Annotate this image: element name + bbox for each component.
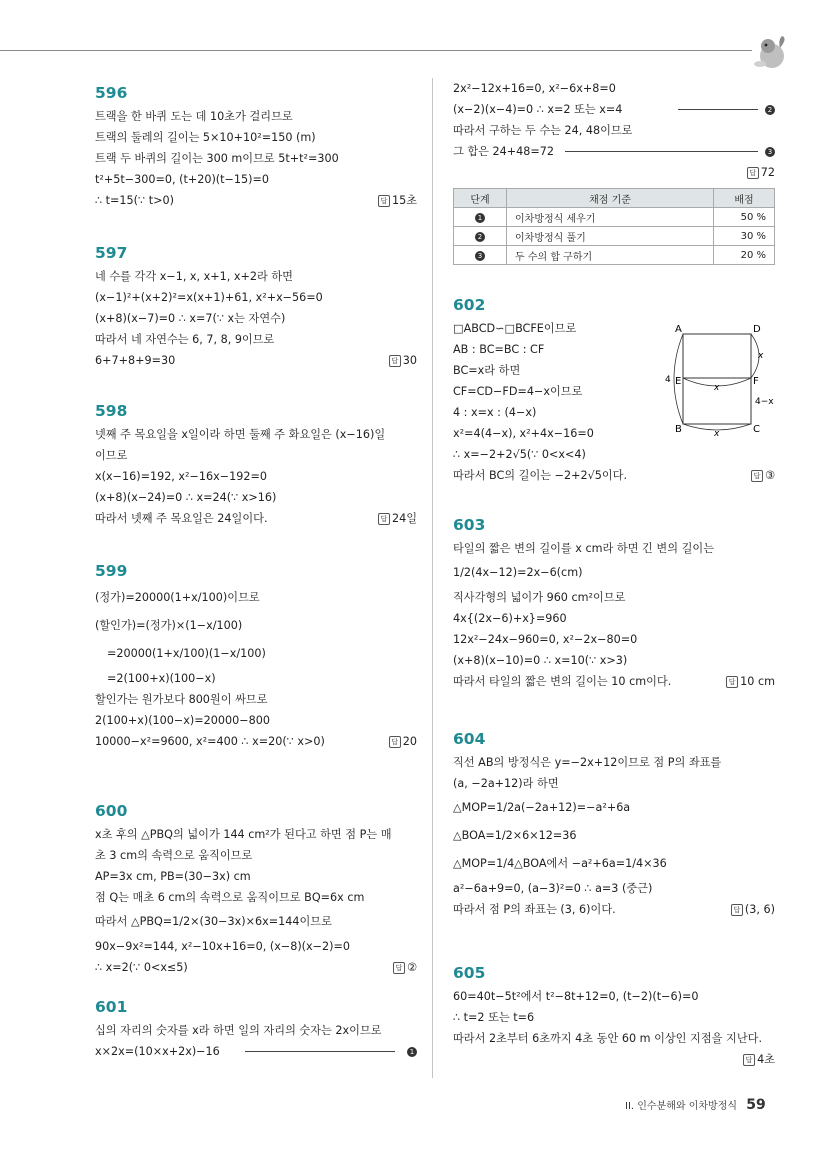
label-x-bc: x <box>714 429 720 439</box>
answer-icon: 답 <box>743 1054 755 1066</box>
solution-line: 할인가는 원가보다 800원이 싸므로 <box>95 693 268 706</box>
solution-text: 따라서 타일의 짧은 변의 길이는 10 cm이다. <box>453 675 672 688</box>
answer-icon: 답 <box>731 904 743 916</box>
step-cell <box>454 208 507 227</box>
answer-icon: 답 <box>747 167 759 179</box>
solution-line: 4x{(2x−6)+x}=960 <box>453 612 567 625</box>
step-marker: 1 <box>475 213 485 223</box>
problem-number: 605 <box>453 964 486 982</box>
answer-text: ② <box>406 961 417 974</box>
solution-text: 따라서 넷째 주 목요일은 24일이다. <box>95 512 268 525</box>
problem-number: 604 <box>453 730 486 748</box>
criteria-cell: 이차방정식 세우기 <box>507 208 714 227</box>
answer <box>751 465 775 486</box>
solution-line: (정가)=20000(1+x/100)이므로 <box>95 591 260 604</box>
solution-line: 십의 자리의 숫자를 x라 하면 일의 자리의 숫자는 2x이므로 <box>95 1024 382 1037</box>
step-cell <box>454 227 507 246</box>
step-marker: 3 <box>475 251 485 261</box>
solution-line: x²=4(4−x), x²+4x−16=0 <box>453 427 594 440</box>
leader-line <box>678 109 758 110</box>
answer-text: 10 cm <box>740 675 775 688</box>
solution-line: ∴ t=2 또는 t=6 <box>453 1011 535 1024</box>
answer-icon: 답 <box>378 195 390 207</box>
solution-line: 트랙 두 바퀴의 길이는 300 m이므로 5t+t²=300 <box>95 152 339 165</box>
header-criteria: 채점 기준 <box>507 189 714 208</box>
points-cell: 30 % <box>714 227 775 246</box>
step-marker: 1 <box>407 1047 417 1057</box>
step-cell <box>454 246 507 265</box>
solution-line: =2(100+x)(100−x) <box>107 672 216 685</box>
solution-line: □ABCD∽□BCFE이므로 <box>453 322 577 335</box>
solution-text: ∴ t=15(∵ t>0) <box>95 194 174 207</box>
solution-text: 그 합은 24+48=72 <box>453 145 554 158</box>
label-x-df: x <box>758 351 764 361</box>
step-marker: 2 <box>765 105 775 115</box>
problem-597 <box>95 244 417 371</box>
mascot-icon <box>748 34 788 72</box>
answer <box>726 671 775 692</box>
solution-line: 12x²−24x−960=0, x²−2x−80=0 <box>453 633 638 646</box>
answer-icon: 답 <box>389 355 401 367</box>
answer-icon: 답 <box>389 736 401 748</box>
solution-line: 60=40t−5t²에서 t²−8t+12=0, (t−2)(t−6)=0 <box>453 990 699 1003</box>
solution-line: 트랙의 둘레의 길이는 5×10+10²=150 (m) <box>95 131 316 144</box>
solution-text: x×2x=(10×x+2x)−16 <box>95 1045 220 1058</box>
solution-line <box>453 1049 775 1070</box>
solution-line <box>95 957 417 978</box>
solution-line: 2x²−12x+16=0, x²−6x+8=0 <box>453 82 616 95</box>
answer <box>389 350 417 371</box>
problem-number: 596 <box>95 84 128 102</box>
column-divider <box>432 78 433 1078</box>
solution-line: 4 : x=x : (4−x) <box>453 406 537 419</box>
answer-text: 20 <box>402 735 417 748</box>
solution-line: 1/2(4x−12)=2x−6(cm) <box>453 566 583 579</box>
solution-line: 따라서 네 자연수는 6, 7, 8, 9이므로 <box>95 333 275 346</box>
solution-line: 따라서 △PBQ=1/2×(30−3x)×6x=144이므로 <box>95 915 332 928</box>
step-marker: 2 <box>475 232 485 242</box>
problem-number: 602 <box>453 296 486 314</box>
label-e: E <box>675 376 682 387</box>
solution-line: 90x−9x²=144, x²−10x+16=0, (x−8)(x−2)=0 <box>95 940 351 953</box>
step-marker: 3 <box>765 147 775 157</box>
solution-line: AB : BC=BC : CF <box>453 343 545 356</box>
answer-text: ③ <box>764 469 775 482</box>
scoring-table <box>453 188 775 265</box>
problem-601 <box>95 998 417 1062</box>
solution-text: 따라서 점 P의 좌표는 (3, 6)이다. <box>453 903 616 916</box>
answer-icon: 답 <box>393 962 405 974</box>
solution-line: a²−6a+9=0, (a−3)²=0 ∴ a=3 (중근) <box>453 882 653 895</box>
criteria-cell: 두 수의 합 구하기 <box>507 246 714 265</box>
solution-text: (x−2)(x−4)=0 ∴ x=2 또는 x=4 <box>453 103 623 116</box>
solution-line <box>453 465 775 486</box>
answer <box>389 731 417 752</box>
solution-text: 6+7+8+9=30 <box>95 354 176 367</box>
solution-line: =20000(1+x/100)(1−x/100) <box>107 647 266 660</box>
answer-text: 30 <box>402 354 417 367</box>
answer-icon: 답 <box>378 513 390 525</box>
label-c: C <box>753 424 760 435</box>
solution-line: 직사각형의 넓이가 960 cm²이므로 <box>453 591 626 604</box>
solution-line: 타일의 짧은 변의 길이를 x cm라 하면 긴 변의 길이는 <box>453 542 715 555</box>
solution-line: 이므로 <box>95 449 128 462</box>
problem-598 <box>95 402 417 529</box>
answer <box>378 190 417 211</box>
solution-line: △BOA=1/2×6×12=36 <box>453 829 577 842</box>
solution-line: (a, −2a+12)라 하면 <box>453 777 559 790</box>
solution-line: 따라서 2초부터 6초까지 4초 동안 60 m 이상인 지점을 지난다. <box>453 1032 762 1045</box>
label-4: 4 <box>665 375 671 385</box>
label-4-minus-x: 4−x <box>755 397 774 407</box>
problem-603 <box>453 516 775 692</box>
answer-icon: 답 <box>726 676 738 688</box>
answer <box>743 1049 775 1070</box>
solution-line: 점 Q는 매초 6 cm의 속력으로 움직이므로 BQ=6x cm <box>95 891 365 904</box>
header-step: 단계 <box>454 189 507 208</box>
problem-604 <box>453 730 775 920</box>
chapter-title: II. 인수분해와 이차방정식 <box>625 1101 738 1112</box>
rectangle-abcd <box>683 334 751 424</box>
solution-line: ∴ x=−2+2√5(∵ 0<x<4) <box>453 448 586 461</box>
solution-line <box>453 99 775 120</box>
solution-text: ∴ x=2(∵ 0<x≤5) <box>95 961 188 974</box>
header-rule <box>0 50 752 51</box>
answer-text: (3, 6) <box>744 903 775 916</box>
problem-number: 597 <box>95 244 128 262</box>
table-header-row <box>454 189 775 208</box>
solution-line: (x−1)²+(x+2)²=x(x+1)+61, x²+x−56=0 <box>95 291 323 304</box>
label-a: A <box>675 324 682 335</box>
solution-line <box>95 731 417 752</box>
answer <box>393 957 417 978</box>
rectangle-diagram <box>665 324 781 439</box>
solution-line: t²+5t−300=0, (t+20)(t−15)=0 <box>95 173 270 186</box>
solution-line: △MOP=1/4△BOA에서 −a²+6a=1/4×36 <box>453 857 667 870</box>
answer-text: 72 <box>760 166 775 179</box>
label-d: D <box>753 324 761 335</box>
solution-line: △MOP=1/2a(−2a+12)=−a²+6a <box>453 801 631 814</box>
problem-605 <box>453 964 775 1070</box>
solution-line: (x+8)(x−7)=0 ∴ x=7(∵ x는 자연수) <box>95 312 286 325</box>
table-row <box>454 208 775 227</box>
problem-number: 600 <box>95 802 128 820</box>
problem-600 <box>95 802 417 978</box>
points-cell: 20 % <box>714 246 775 265</box>
answer-text: 4초 <box>757 1053 775 1066</box>
points-cell: 50 % <box>714 208 775 227</box>
answer-icon: 답 <box>751 470 763 482</box>
solution-text: 따라서 BC의 길이는 −2+2√5이다. <box>453 469 628 482</box>
solution-line <box>453 162 775 183</box>
solution-line: 2(100+x)(100−x)=20000−800 <box>95 714 270 727</box>
solution-line: 트랙을 한 바퀴 도는 데 10초가 걸리므로 <box>95 110 293 123</box>
solution-line: (x+8)(x−10)=0 ∴ x=10(∵ x>3) <box>453 654 628 667</box>
problem-number: 601 <box>95 998 128 1016</box>
problem-599 <box>95 562 417 752</box>
solution-line <box>453 899 775 920</box>
solution-line <box>95 508 417 529</box>
answer <box>731 899 775 920</box>
answer-text: 15초 <box>391 194 417 207</box>
solution-line: 직선 AB의 방정식은 y=−2x+12이므로 점 P의 좌표를 <box>453 756 722 769</box>
solution-line: AP=3x cm, PB=(30−3x) cm <box>95 870 251 883</box>
answer <box>747 162 775 183</box>
answer-text: 24일 <box>391 512 417 525</box>
header-points: 배점 <box>714 189 775 208</box>
page-number: 59 <box>746 1097 766 1113</box>
solution-line <box>453 141 775 162</box>
solution-line: 초 3 cm의 속력으로 움직이므로 <box>95 849 253 862</box>
solution-line: BC=x라 하면 <box>453 364 521 377</box>
problem-number: 599 <box>95 562 128 580</box>
criteria-cell: 이차방정식 풀기 <box>507 227 714 246</box>
answer <box>378 508 417 529</box>
table-row <box>454 227 775 246</box>
problem-601-continued <box>453 78 775 263</box>
label-b: B <box>675 424 682 435</box>
problem-596 <box>95 84 417 211</box>
solution-line: CF=CD−FD=4−x이므로 <box>453 385 583 398</box>
solution-line <box>453 671 775 692</box>
solution-line <box>95 1041 417 1062</box>
solution-text: 10000−x²=9600, x²=400 ∴ x=20(∵ x>0) <box>95 735 325 748</box>
solution-line: (할인가)=(정가)×(1−x/100) <box>95 619 243 632</box>
solution-line: 따라서 구하는 두 수는 24, 48이므로 <box>453 124 633 137</box>
solution-line <box>95 190 417 211</box>
label-f: F <box>753 376 759 387</box>
solution-line: (x+8)(x−24)=0 ∴ x=24(∵ x>16) <box>95 491 277 504</box>
solution-line: x(x−16)=192, x²−16x−192=0 <box>95 470 267 483</box>
problem-number: 603 <box>453 516 486 534</box>
solution-line: 넷째 주 목요일을 x일이라 하면 둘째 주 화요일은 (x−16)일 <box>95 428 386 441</box>
table-row <box>454 246 775 265</box>
solution-line: 네 수를 각각 x−1, x, x+1, x+2라 하면 <box>95 270 293 283</box>
leader-line <box>565 151 758 152</box>
leader-line <box>245 1051 395 1052</box>
solution-line <box>95 350 417 371</box>
solution-line: x초 후의 △PBQ의 넓이가 144 cm²가 된다고 하면 점 P는 매 <box>95 828 392 841</box>
page-footer <box>625 1097 766 1113</box>
label-x-ef: x <box>714 383 720 393</box>
problem-number: 598 <box>95 402 128 420</box>
